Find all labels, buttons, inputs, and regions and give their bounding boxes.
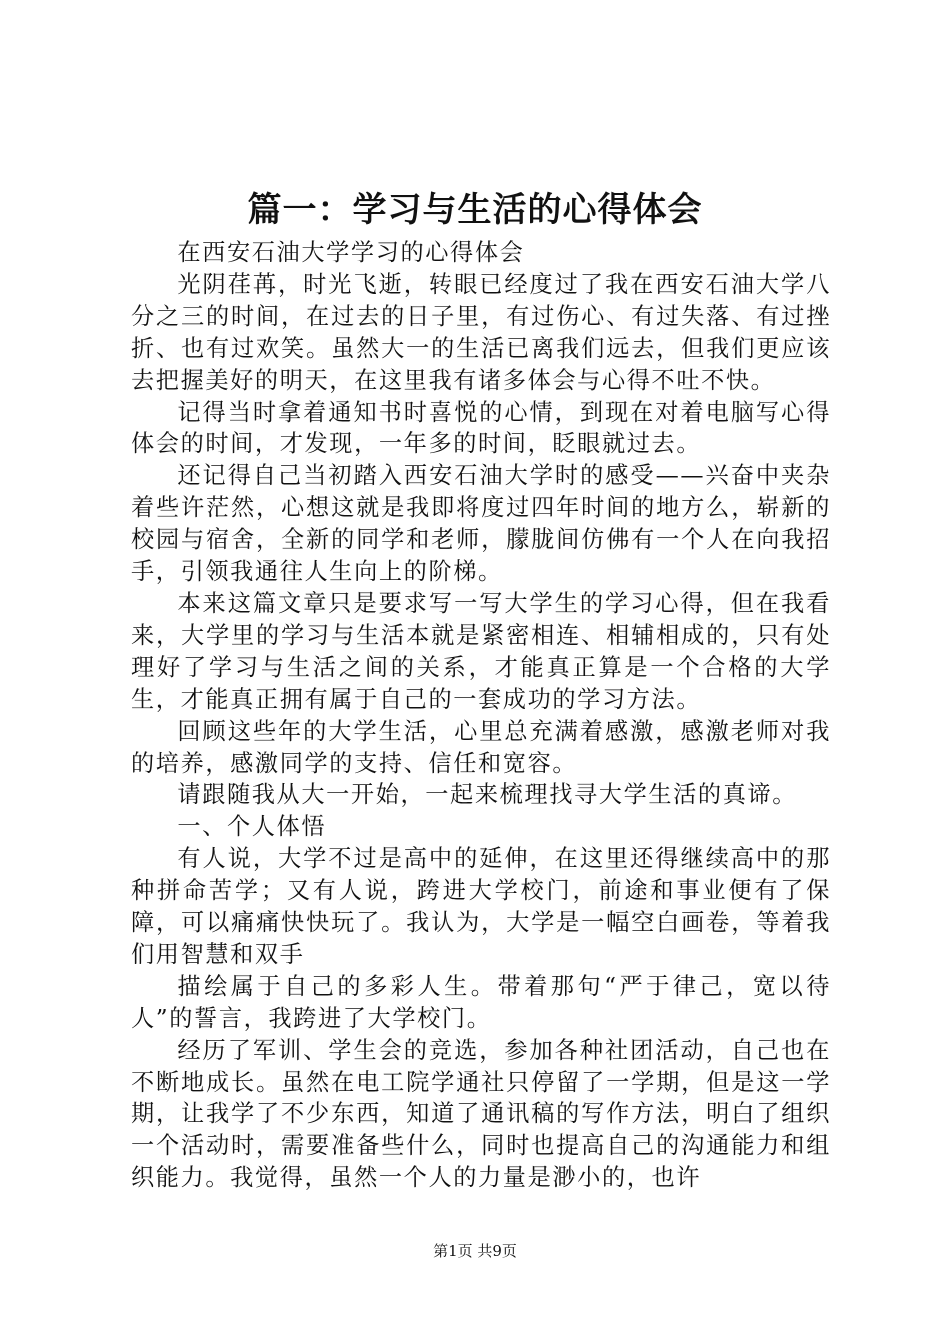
paragraph: 描绘属于自己的多彩人生。带着那句“严于律己，宽以待人”的誓言，我跨进了大学校门。 bbox=[131, 972, 831, 1032]
paragraph: 光阴荏苒，时光飞逝，转眼已经度过了我在西安石油大学八分之三的时间，在过去的日子里，有过伤心、有过失落、有过挫折、也有过欢笑。虽然大一的生活已离我们远去，但我们更应该去把握美好的明天，在这里我有诸多体会与心得不吐不快。 bbox=[131, 270, 831, 394]
paragraph: 本来这篇文章只是要求写一写大学生的学习心得，但在我看来，大学里的学习与生活本就是紧密相连、相辅相成的，只有处理好了学习与生活之间的关系，才能真正算是一个合格的大学生，才能真正拥有属于自己的一套成功的学习方法。 bbox=[131, 589, 831, 713]
paragraph: 回顾这些年的大学生活，心里总充满着感激，感激老师对我的培养，感激同学的支持、信任和宽容。 bbox=[131, 717, 831, 777]
paragraph: 经历了军训、学生会的竞选，参加各种社团活动，自己也在不断地成长。虽然在电工院学通社只停留了一学期，但是这一学期，让我学了不少东西，知道了通讯稿的写作方法，明白了组织一个活动时，需要准备些什么，同时也提高自己的沟通能力和组织能力。我觉得，虽然一个人的力量是渺小的，也许 bbox=[131, 1036, 831, 1192]
paragraph: 在西安石油大学学习的心得体会 bbox=[177, 239, 525, 266]
paragraph: 请跟随我从大一开始，一起来梳理找寻大学生活的真谛。 bbox=[177, 781, 798, 809]
document-title: 篇一：学习与生活的心得体会 bbox=[247, 190, 703, 230]
section-heading: 一、个人体悟 bbox=[177, 813, 327, 841]
paragraph: 还记得自己当初踏入西安石油大学时的感受——兴奋中夹杂着些许茫然，心想这就是我即将度过四年时间的地方么，崭新的校园与宿舍，全新的同学和老师，朦胧间仿佛有一个人在向我招手，引领我通往人生向上的阶梯。 bbox=[131, 462, 831, 586]
page-footer: 第1页 共9页 bbox=[433, 1242, 517, 1260]
paragraph: 记得当时拿着通知书时喜悦的心情，到现在对着电脑写心得体会的时间，才发现，一年多的时间，眨眼就过去。 bbox=[131, 398, 831, 458]
document-body bbox=[131, 237, 831, 1194]
paragraph: 有人说，大学不过是高中的延伸，在这里还得继续高中的那种拼命苦学；又有人说，跨进大学校门，前途和事业便有了保障，可以痛痛快快玩了。我认为，大学是一幅空白画卷，等着我们用智慧和双手 bbox=[131, 845, 831, 968]
